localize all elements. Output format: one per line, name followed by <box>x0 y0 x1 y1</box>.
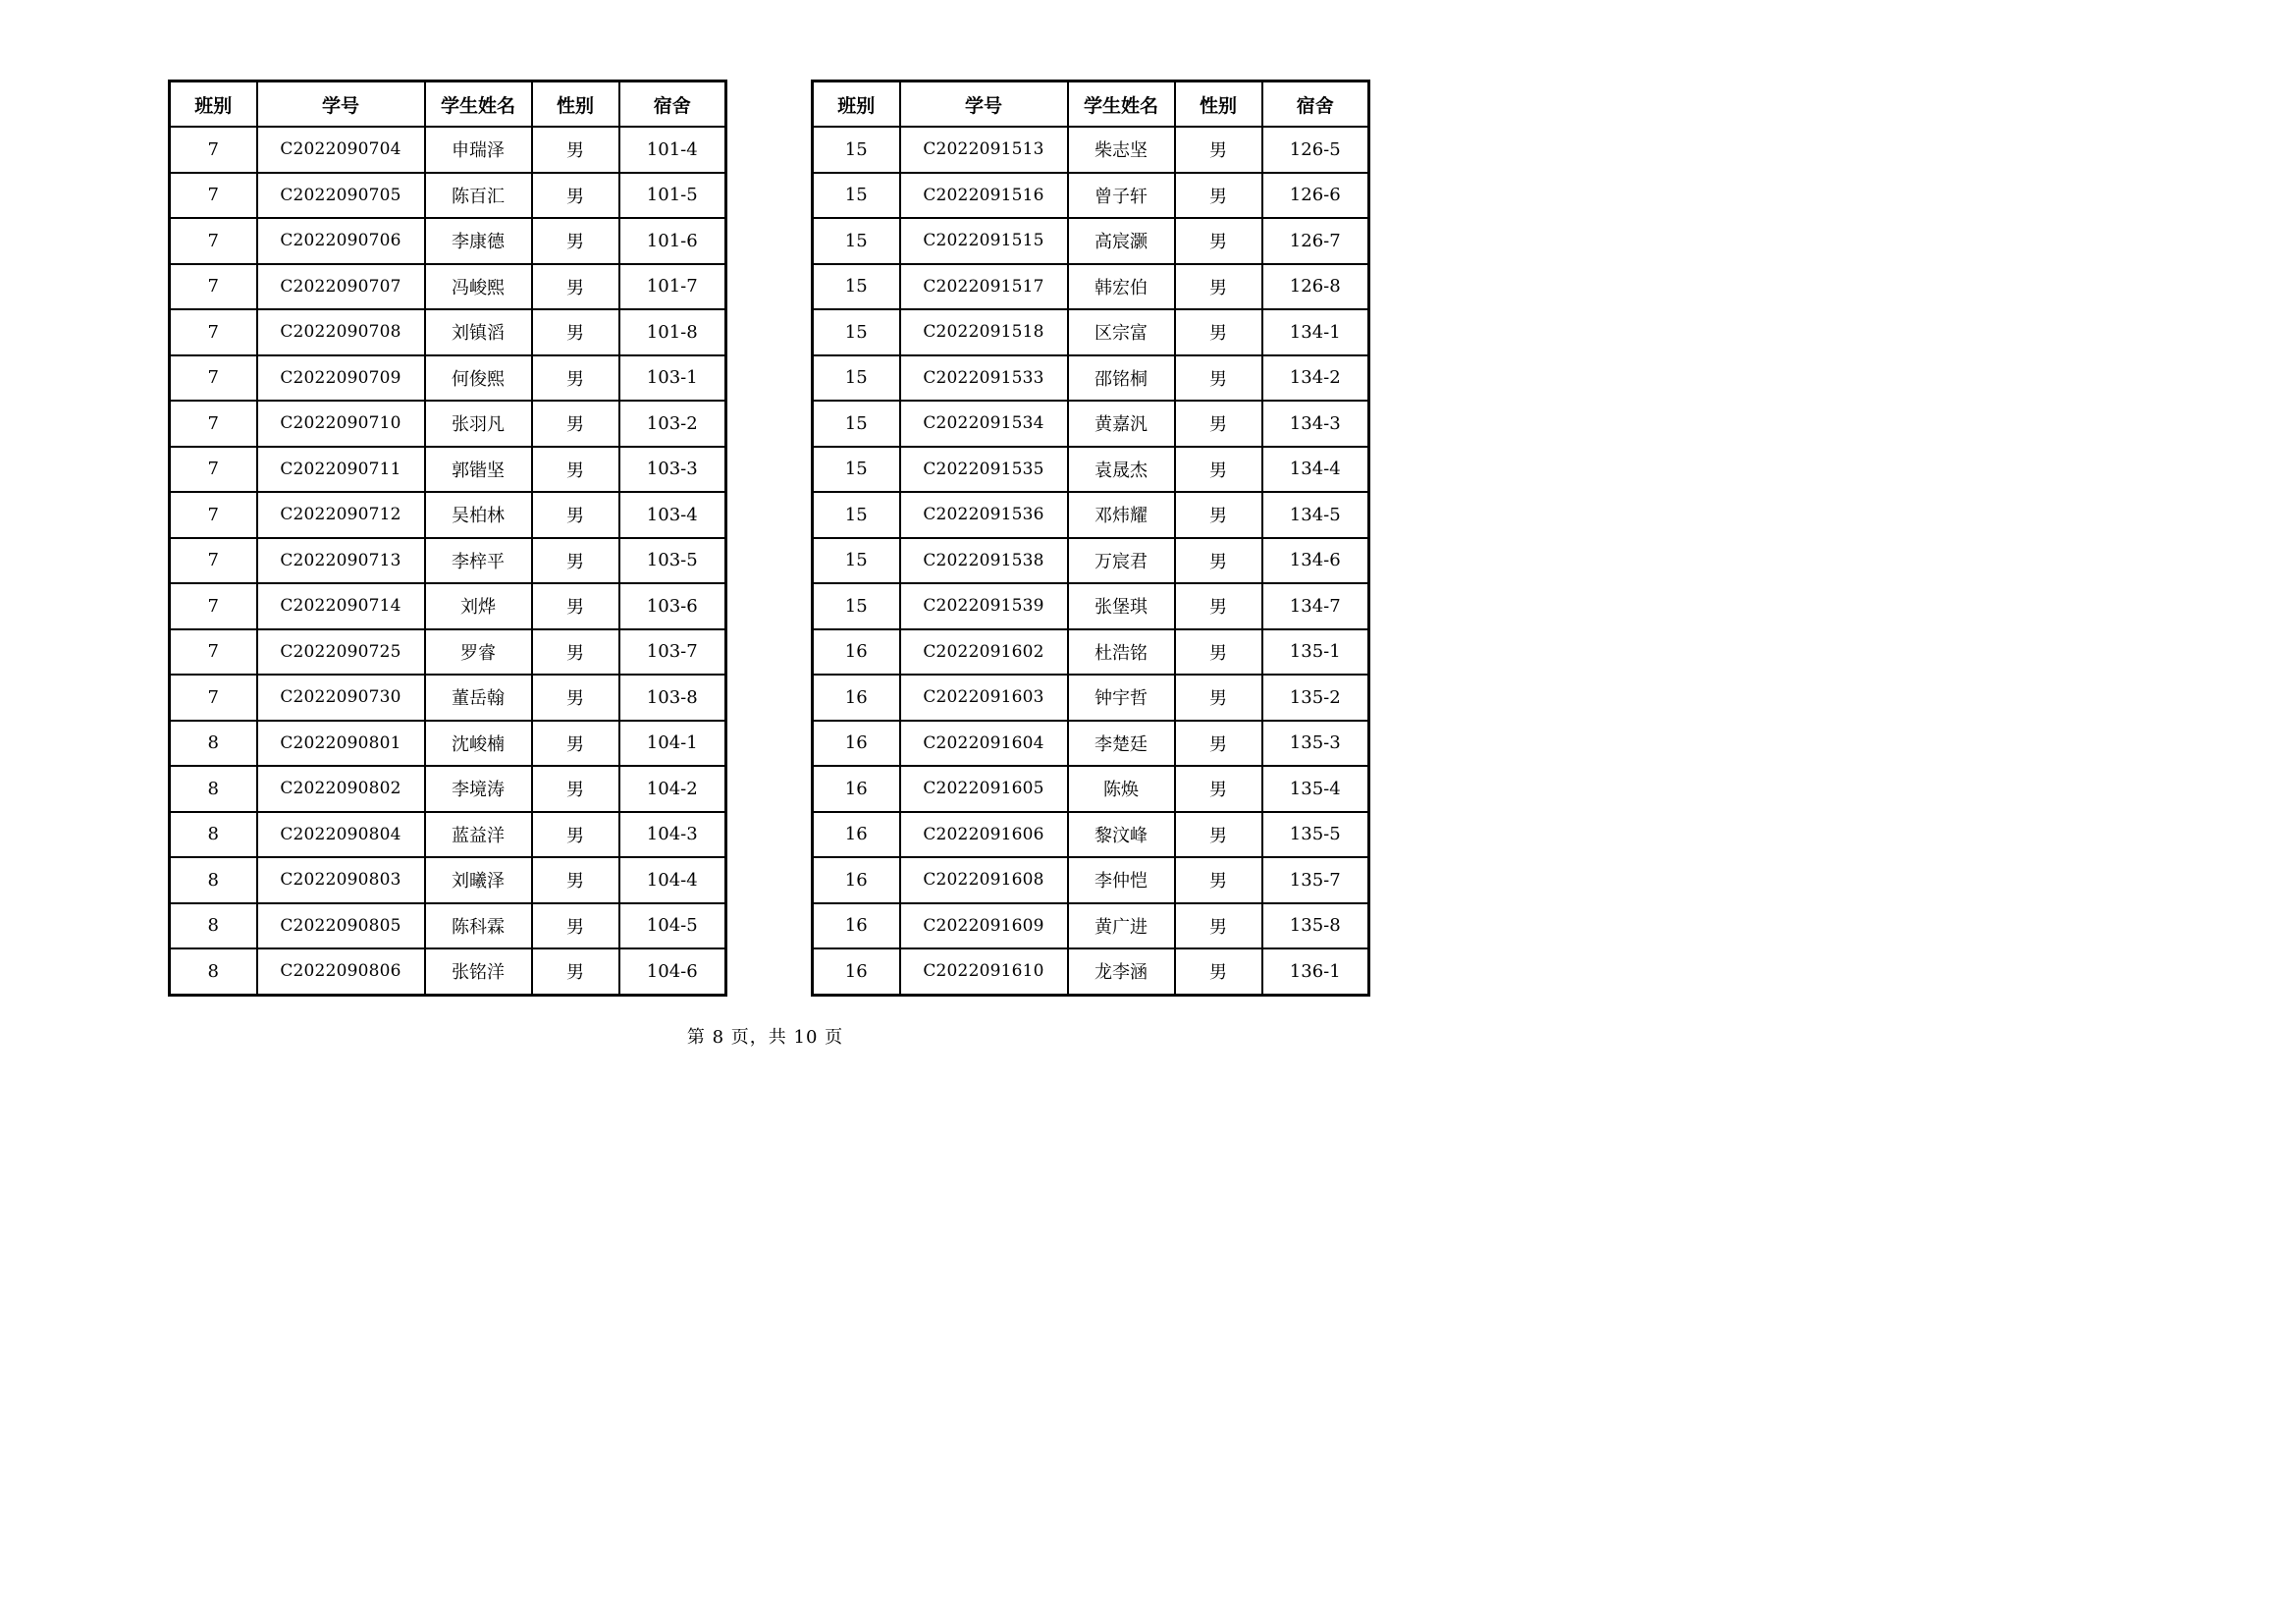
gender-cell: 男 <box>1175 355 1262 402</box>
gender-cell: 男 <box>532 492 619 538</box>
student-name-cell: 邵铭桐 <box>1068 355 1175 402</box>
table-row <box>813 127 1369 173</box>
student-id-cell: C2022091513 <box>900 127 1068 173</box>
table-row <box>813 173 1369 219</box>
col-header-student-id: 学号 <box>257 81 425 128</box>
student-name-cell: 刘烨 <box>425 583 532 629</box>
gender-cell: 男 <box>532 538 619 584</box>
student-name-cell: 申瑞泽 <box>425 127 532 173</box>
student-name-cell: 韩宏伯 <box>1068 264 1175 310</box>
dorm-cell: 126-8 <box>1262 264 1369 310</box>
roster-body-right <box>813 127 1369 995</box>
gender-cell: 男 <box>532 812 619 858</box>
gender-cell: 男 <box>532 309 619 355</box>
dorm-cell: 136-1 <box>1262 948 1369 995</box>
student-name-cell: 董岳翰 <box>425 675 532 721</box>
gender-cell: 男 <box>1175 218 1262 264</box>
dorm-cell: 126-7 <box>1262 218 1369 264</box>
table-row <box>170 447 726 493</box>
student-name-cell: 郭锴坚 <box>425 447 532 493</box>
student-name-cell: 陈科霖 <box>425 903 532 949</box>
student-id-cell: C2022091602 <box>900 629 1068 676</box>
table-row <box>813 721 1369 767</box>
class-cell: 15 <box>813 401 900 447</box>
table-row <box>170 309 726 355</box>
student-id-cell: C2022090805 <box>257 903 425 949</box>
dorm-cell: 103-8 <box>619 675 726 721</box>
gender-cell: 男 <box>532 218 619 264</box>
gender-cell: 男 <box>532 355 619 402</box>
table-row <box>170 218 726 264</box>
student-id-cell: C2022090730 <box>257 675 425 721</box>
gender-cell: 男 <box>532 675 619 721</box>
student-id-cell: C2022091517 <box>900 264 1068 310</box>
gender-cell: 男 <box>1175 675 1262 721</box>
student-id-cell: C2022091538 <box>900 538 1068 584</box>
table-row <box>170 812 726 858</box>
student-id-cell: C2022091536 <box>900 492 1068 538</box>
dorm-cell: 104-2 <box>619 766 726 812</box>
class-cell: 15 <box>813 173 900 219</box>
student-name-cell: 邓炜耀 <box>1068 492 1175 538</box>
gender-cell: 男 <box>1175 173 1262 219</box>
class-cell: 7 <box>170 127 257 173</box>
gender-cell: 男 <box>532 127 619 173</box>
header-row <box>170 81 726 128</box>
student-id-cell: C2022090714 <box>257 583 425 629</box>
class-cell: 7 <box>170 218 257 264</box>
dorm-cell: 135-5 <box>1262 812 1369 858</box>
gender-cell: 男 <box>532 173 619 219</box>
student-name-cell: 刘镇滔 <box>425 309 532 355</box>
dorm-cell: 134-4 <box>1262 447 1369 493</box>
class-cell: 16 <box>813 675 900 721</box>
student-id-cell: C2022091604 <box>900 721 1068 767</box>
student-name-cell: 张堡琪 <box>1068 583 1175 629</box>
student-name-cell: 沈峻楠 <box>425 721 532 767</box>
col-header-gender: 性别 <box>532 81 619 128</box>
student-id-cell: C2022090802 <box>257 766 425 812</box>
dorm-cell: 135-2 <box>1262 675 1369 721</box>
class-cell: 7 <box>170 355 257 402</box>
class-cell: 7 <box>170 173 257 219</box>
dorm-cell: 134-1 <box>1262 309 1369 355</box>
student-id-cell: C2022091610 <box>900 948 1068 995</box>
class-cell: 16 <box>813 857 900 903</box>
table-row <box>813 264 1369 310</box>
class-cell: 7 <box>170 629 257 676</box>
gender-cell: 男 <box>1175 401 1262 447</box>
student-name-cell: 吴柏林 <box>425 492 532 538</box>
table-row <box>813 218 1369 264</box>
class-cell: 7 <box>170 538 257 584</box>
table-row <box>813 903 1369 949</box>
student-name-cell: 钟宇哲 <box>1068 675 1175 721</box>
student-id-cell: C2022091516 <box>900 173 1068 219</box>
student-id-cell: C2022090711 <box>257 447 425 493</box>
table-row <box>170 948 726 995</box>
class-cell: 7 <box>170 583 257 629</box>
student-name-cell: 罗睿 <box>425 629 532 676</box>
table-row <box>170 401 726 447</box>
class-cell: 8 <box>170 721 257 767</box>
table-row <box>813 857 1369 903</box>
gender-cell: 男 <box>532 903 619 949</box>
class-cell: 7 <box>170 401 257 447</box>
table-row <box>813 629 1369 676</box>
dorm-cell: 104-6 <box>619 948 726 995</box>
class-cell: 8 <box>170 766 257 812</box>
dorm-cell: 135-3 <box>1262 721 1369 767</box>
student-name-cell: 李境涛 <box>425 766 532 812</box>
dorm-cell: 104-3 <box>619 812 726 858</box>
table-row <box>813 355 1369 402</box>
class-cell: 16 <box>813 766 900 812</box>
gender-cell: 男 <box>532 721 619 767</box>
student-name-cell: 区宗富 <box>1068 309 1175 355</box>
dorm-cell: 101-7 <box>619 264 726 310</box>
gender-cell: 男 <box>1175 492 1262 538</box>
gender-cell: 男 <box>1175 903 1262 949</box>
dorm-cell: 101-4 <box>619 127 726 173</box>
class-cell: 8 <box>170 948 257 995</box>
gender-cell: 男 <box>532 264 619 310</box>
dorm-cell: 101-6 <box>619 218 726 264</box>
gender-cell: 男 <box>532 857 619 903</box>
class-cell: 16 <box>813 903 900 949</box>
student-name-cell: 刘曦泽 <box>425 857 532 903</box>
col-header-class: 班别 <box>170 81 257 128</box>
class-cell: 16 <box>813 629 900 676</box>
student-name-cell: 万宸君 <box>1068 538 1175 584</box>
dorm-cell: 103-4 <box>619 492 726 538</box>
student-name-cell: 黄嘉汎 <box>1068 401 1175 447</box>
class-cell: 7 <box>170 309 257 355</box>
class-cell: 7 <box>170 447 257 493</box>
dorm-cell: 135-7 <box>1262 857 1369 903</box>
dorm-cell: 103-1 <box>619 355 726 402</box>
student-id-cell: C2022090707 <box>257 264 425 310</box>
table-row <box>170 127 726 173</box>
table-row <box>170 264 726 310</box>
dorm-cell: 103-3 <box>619 447 726 493</box>
dorm-cell: 135-1 <box>1262 629 1369 676</box>
student-name-cell: 何俊熙 <box>425 355 532 402</box>
class-cell: 16 <box>813 721 900 767</box>
class-cell: 15 <box>813 355 900 402</box>
dorm-cell: 103-6 <box>619 583 726 629</box>
col-header-student-id: 学号 <box>900 81 1068 128</box>
class-cell: 8 <box>170 812 257 858</box>
table-row <box>813 538 1369 584</box>
student-name-cell: 杜浩铭 <box>1068 629 1175 676</box>
class-cell: 7 <box>170 492 257 538</box>
gender-cell: 男 <box>532 948 619 995</box>
student-id-cell: C2022090801 <box>257 721 425 767</box>
dorm-cell: 104-4 <box>619 857 726 903</box>
dorm-cell: 134-7 <box>1262 583 1369 629</box>
class-cell: 7 <box>170 264 257 310</box>
class-cell: 16 <box>813 812 900 858</box>
student-name-cell: 黄广进 <box>1068 903 1175 949</box>
dorm-cell: 104-1 <box>619 721 726 767</box>
student-id-cell: C2022090804 <box>257 812 425 858</box>
student-name-cell: 张羽凡 <box>425 401 532 447</box>
gender-cell: 男 <box>532 447 619 493</box>
class-cell: 15 <box>813 492 900 538</box>
table-row <box>170 857 726 903</box>
dorm-cell: 134-6 <box>1262 538 1369 584</box>
roster-table-left <box>168 80 727 997</box>
class-cell: 15 <box>813 264 900 310</box>
table-row <box>170 675 726 721</box>
table-row <box>170 903 726 949</box>
table-row <box>813 309 1369 355</box>
student-name-cell: 柴志坚 <box>1068 127 1175 173</box>
col-header-dorm: 宿舍 <box>619 81 726 128</box>
col-header-gender: 性别 <box>1175 81 1262 128</box>
student-name-cell: 黎汶峰 <box>1068 812 1175 858</box>
student-id-cell: C2022090803 <box>257 857 425 903</box>
col-header-dorm: 宿舍 <box>1262 81 1369 128</box>
dorm-cell: 135-8 <box>1262 903 1369 949</box>
gender-cell: 男 <box>1175 629 1262 676</box>
student-id-cell: C2022090708 <box>257 309 425 355</box>
class-cell: 16 <box>813 948 900 995</box>
table-row <box>813 812 1369 858</box>
table-row <box>813 675 1369 721</box>
student-id-cell: C2022091603 <box>900 675 1068 721</box>
gender-cell: 男 <box>1175 309 1262 355</box>
student-name-cell: 李楚廷 <box>1068 721 1175 767</box>
gender-cell: 男 <box>1175 857 1262 903</box>
student-id-cell: C2022090704 <box>257 127 425 173</box>
student-name-cell: 龙李涵 <box>1068 948 1175 995</box>
dorm-cell: 101-5 <box>619 173 726 219</box>
gender-cell: 男 <box>1175 948 1262 995</box>
student-name-cell: 袁晟杰 <box>1068 447 1175 493</box>
header-row <box>813 81 1369 128</box>
student-id-cell: C2022091518 <box>900 309 1068 355</box>
table-row <box>813 401 1369 447</box>
class-cell: 8 <box>170 857 257 903</box>
gender-cell: 男 <box>532 401 619 447</box>
gender-cell: 男 <box>1175 264 1262 310</box>
table-row <box>170 629 726 676</box>
student-name-cell: 陈焕 <box>1068 766 1175 812</box>
gender-cell: 男 <box>1175 127 1262 173</box>
dorm-cell: 126-5 <box>1262 127 1369 173</box>
gender-cell: 男 <box>1175 583 1262 629</box>
class-cell: 15 <box>813 218 900 264</box>
dorm-cell: 134-3 <box>1262 401 1369 447</box>
student-id-cell: C2022090705 <box>257 173 425 219</box>
dorm-cell: 103-7 <box>619 629 726 676</box>
student-id-cell: C2022091535 <box>900 447 1068 493</box>
gender-cell: 男 <box>532 629 619 676</box>
table-row <box>813 948 1369 995</box>
table-row <box>170 355 726 402</box>
gender-cell: 男 <box>1175 812 1262 858</box>
student-id-cell: C2022090806 <box>257 948 425 995</box>
col-header-class: 班别 <box>813 81 900 128</box>
roster-body-left <box>170 127 726 995</box>
student-id-cell: C2022091608 <box>900 857 1068 903</box>
student-id-cell: C2022090713 <box>257 538 425 584</box>
roster-table-right <box>811 80 1370 997</box>
student-id-cell: C2022091605 <box>900 766 1068 812</box>
student-id-cell: C2022090706 <box>257 218 425 264</box>
dorm-cell: 134-2 <box>1262 355 1369 402</box>
student-name-cell: 曾子轩 <box>1068 173 1175 219</box>
class-cell: 7 <box>170 675 257 721</box>
gender-cell: 男 <box>1175 721 1262 767</box>
class-cell: 15 <box>813 127 900 173</box>
student-id-cell: C2022091534 <box>900 401 1068 447</box>
table-row <box>813 447 1369 493</box>
table-row <box>170 492 726 538</box>
student-name-cell: 高宸灏 <box>1068 218 1175 264</box>
student-name-cell: 冯峻熙 <box>425 264 532 310</box>
table-row <box>170 721 726 767</box>
student-id-cell: C2022091533 <box>900 355 1068 402</box>
table-row <box>170 538 726 584</box>
student-name-cell: 张铭洋 <box>425 948 532 995</box>
student-id-cell: C2022091539 <box>900 583 1068 629</box>
class-cell: 15 <box>813 538 900 584</box>
col-header-student-name: 学生姓名 <box>425 81 532 128</box>
table-row <box>813 583 1369 629</box>
class-cell: 8 <box>170 903 257 949</box>
student-name-cell: 李康德 <box>425 218 532 264</box>
student-name-cell: 陈百汇 <box>425 173 532 219</box>
table-row <box>813 492 1369 538</box>
gender-cell: 男 <box>532 583 619 629</box>
table-row <box>813 766 1369 812</box>
student-name-cell: 蓝益洋 <box>425 812 532 858</box>
student-name-cell: 李仲恺 <box>1068 857 1175 903</box>
student-id-cell: C2022091515 <box>900 218 1068 264</box>
student-id-cell: C2022091609 <box>900 903 1068 949</box>
class-cell: 15 <box>813 309 900 355</box>
class-cell: 15 <box>813 583 900 629</box>
student-id-cell: C2022090725 <box>257 629 425 676</box>
table-row <box>170 173 726 219</box>
dorm-cell: 134-5 <box>1262 492 1369 538</box>
dorm-cell: 101-8 <box>619 309 726 355</box>
page-number-footer: 第 8 页，共 10 页 <box>686 1027 844 1048</box>
student-id-cell: C2022090709 <box>257 355 425 402</box>
gender-cell: 男 <box>532 766 619 812</box>
dorm-cell: 135-4 <box>1262 766 1369 812</box>
gender-cell: 男 <box>1175 538 1262 584</box>
col-header-student-name: 学生姓名 <box>1068 81 1175 128</box>
table-row <box>170 583 726 629</box>
dorm-cell: 103-5 <box>619 538 726 584</box>
dorm-cell: 104-5 <box>619 903 726 949</box>
dorm-cell: 126-6 <box>1262 173 1369 219</box>
student-id-cell: C2022090712 <box>257 492 425 538</box>
class-cell: 15 <box>813 447 900 493</box>
dorm-cell: 103-2 <box>619 401 726 447</box>
student-id-cell: C2022090710 <box>257 401 425 447</box>
gender-cell: 男 <box>1175 766 1262 812</box>
table-row <box>170 766 726 812</box>
gender-cell: 男 <box>1175 447 1262 493</box>
student-id-cell: C2022091606 <box>900 812 1068 858</box>
student-name-cell: 李梓平 <box>425 538 532 584</box>
